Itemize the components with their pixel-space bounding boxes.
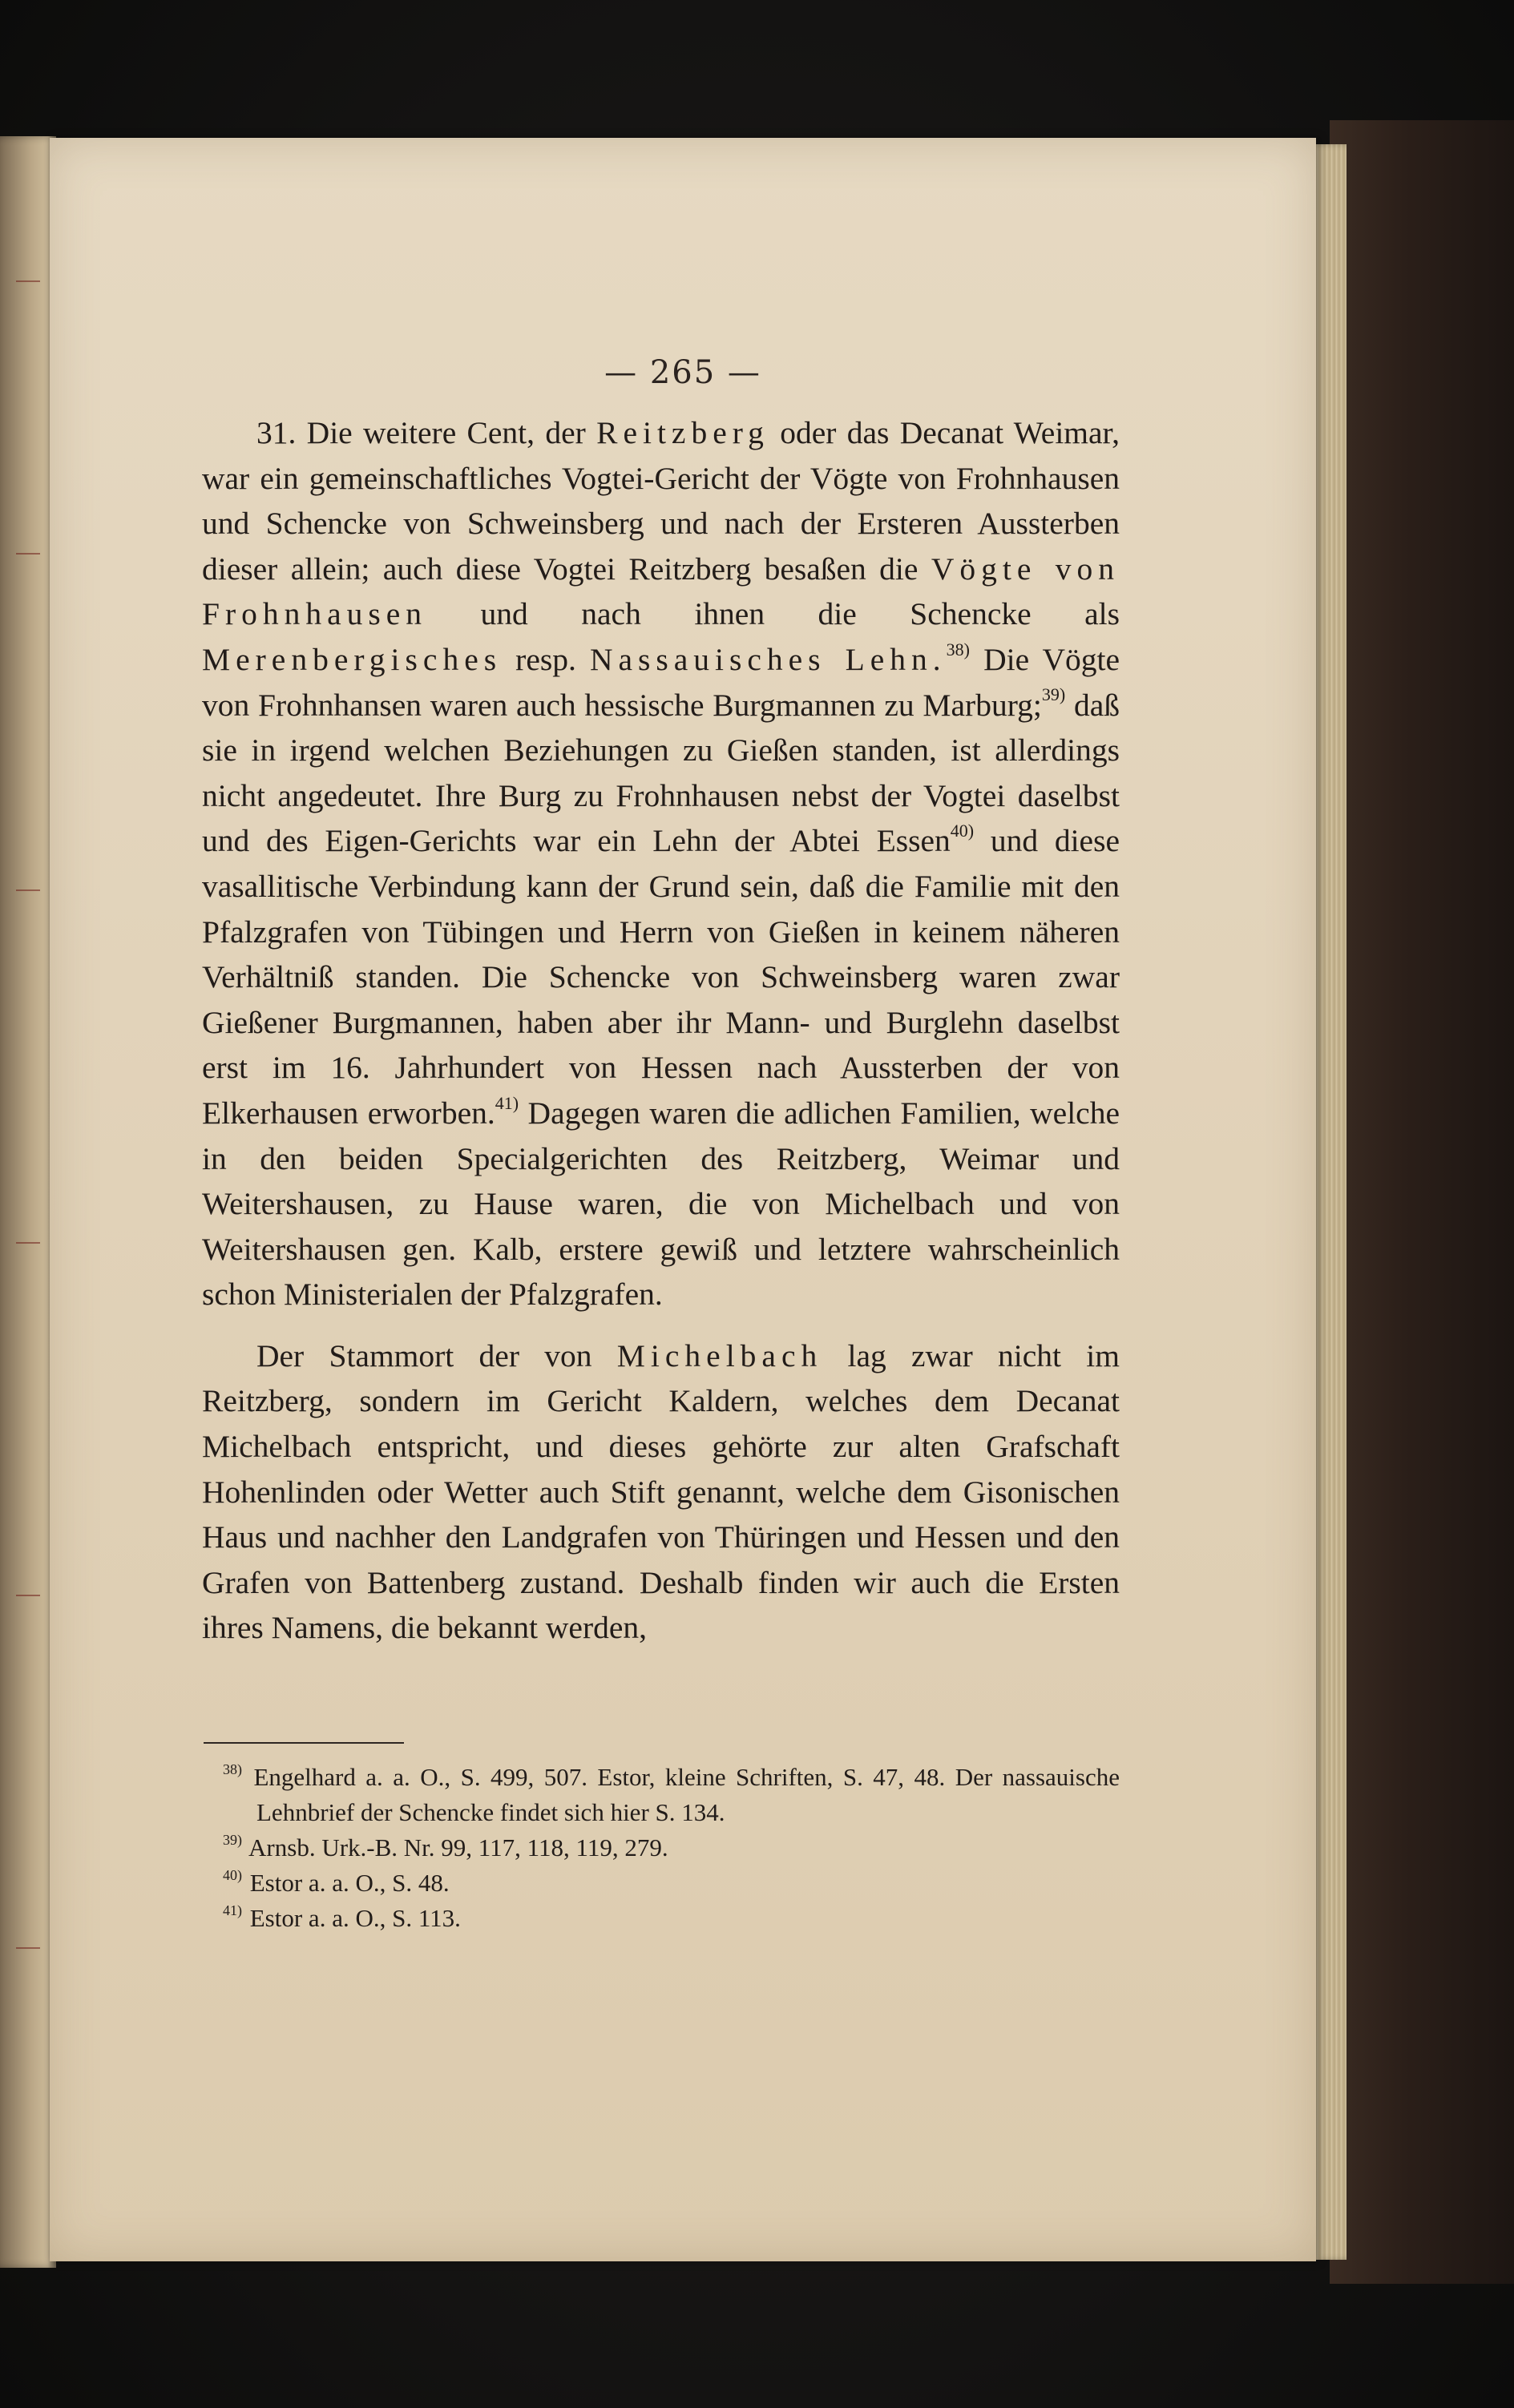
body-text (202, 410, 1120, 1651)
emphasized-text: Vögte von Frohnhausen (202, 551, 1120, 632)
text-run: und nach ihnen die Schencke als (427, 596, 1120, 632)
page-edge-mark (16, 1595, 40, 1596)
footnote-mark: 38) (223, 1761, 242, 1777)
footnote (202, 1760, 1120, 1830)
footnote (202, 1830, 1120, 1865)
text-run: Dagegen waren die adlichen Familien, welche in den beiden Specialgerichten des Reitzberg, Weimar und Weitershausen, zu Hause waren, die von Michelbach und von Weitershausen gen. Kalb, erstere gewiß und letztere wahrscheinlich schon Ministerialen der Pfalzgrafen. (202, 1095, 1120, 1313)
emphasized-text: Michelbach (616, 1337, 823, 1373)
footnote-text: Estor a. a. O., S. 48. (244, 1869, 450, 1897)
emphasized-text: Merenbergisches (202, 641, 503, 677)
page-edge-mark (16, 1947, 40, 1949)
text-run: Der Stammort der von (256, 1337, 617, 1373)
paragraph (202, 1333, 1120, 1651)
text-run: und diese vasallitische Verbindung kann der Grund sein, daß die Familie mit den Pfalzgrafen von Tübingen und Herrn von Gießen in keinem näheren Verhältniß standen. Die Schencke von Schweinsberg waren zwar Gießener Burgmannen, haben aber ihr Mann- und Burglehn daselbst erst im 16. Jahrhundert von Hessen nach Aussterben der von Elkerhausen erworben. (202, 823, 1120, 1131)
book-page (50, 138, 1316, 2261)
page-number: — 265 — (604, 354, 761, 391)
page-edge-mark (16, 280, 40, 282)
footnote-mark: 41) (223, 1902, 242, 1918)
left-page-edge (0, 136, 56, 2268)
book-binding (1330, 120, 1514, 2284)
footnote-mark: 39) (223, 1831, 242, 1848)
footnote-text: Engelhard a. a. O., S. 499, 507. Estor, kleine Schriften, S. 47, 48. Der nassauische Lehnbrief der Schencke findet sich hier S. 134. (244, 1763, 1120, 1826)
page-edge-mark (16, 1242, 40, 1244)
footnote-mark: 40) (223, 1866, 242, 1883)
footnotes (202, 1760, 1120, 1936)
paragraph (202, 410, 1120, 1317)
text-run: oder das Decanat Weimar, war ein gemeinschaftliches Vogtei-Gericht der Vögte von Frohnhausen und Schencke von Schweinsberg und nach der Ersteren Aussterben dieser allein; auch diese Vogtei Reitzberg besaßen die (202, 415, 1120, 587)
footnote-reference: 41) (495, 1092, 519, 1113)
footnote-reference: 40) (950, 821, 975, 841)
footnote-reference: 38) (946, 639, 970, 659)
text-run: resp. (502, 641, 590, 677)
page-edge-mark (16, 553, 40, 555)
footnote (202, 1901, 1120, 1936)
text-run: lag zwar nicht im Reitzberg, sondern im Gericht Kaldern, welches dem Decanat Michelbach entspricht, und dieses gehörte zur alten Grafschaft Hohenlinden oder Wetter auch Stift genannt, welche dem Gisonischen Haus und nachher den Landgrafen von Thüringen und Hessen und den Grafen von Battenberg zustand. Deshalb finden wir auch die Ersten ihres Namens, die bekannt werden, (202, 1337, 1120, 1646)
footnote-separator (204, 1742, 404, 1744)
footnote-text: Estor a. a. O., S. 113. (244, 1904, 461, 1932)
text-run: Die Vögte von Frohnhansen waren auch hessische Burgmannen zu Marburg; (202, 641, 1120, 723)
text-run: daß sie in irgend welchen Beziehungen zu Gießen standen, ist allerdings nicht angedeutet. Ihre Burg zu Frohnhausen nebst der Vogtei daselbst und des Eigen-Gerichts war ein Lehn der Abtei Essen (202, 687, 1120, 859)
page-edge-mark (16, 889, 40, 891)
emphasized-text: Reitzberg (596, 415, 769, 450)
footnote-text: Arnsb. Urk.-B. Nr. 99, 117, 118, 119, 279. (244, 1833, 668, 1861)
footnote (202, 1865, 1120, 1901)
emphasized-text: Nassauisches Lehn. (589, 641, 947, 677)
footnote-reference: 39) (1041, 684, 1066, 705)
text-run: 31. Die weitere Cent, der (256, 415, 597, 450)
